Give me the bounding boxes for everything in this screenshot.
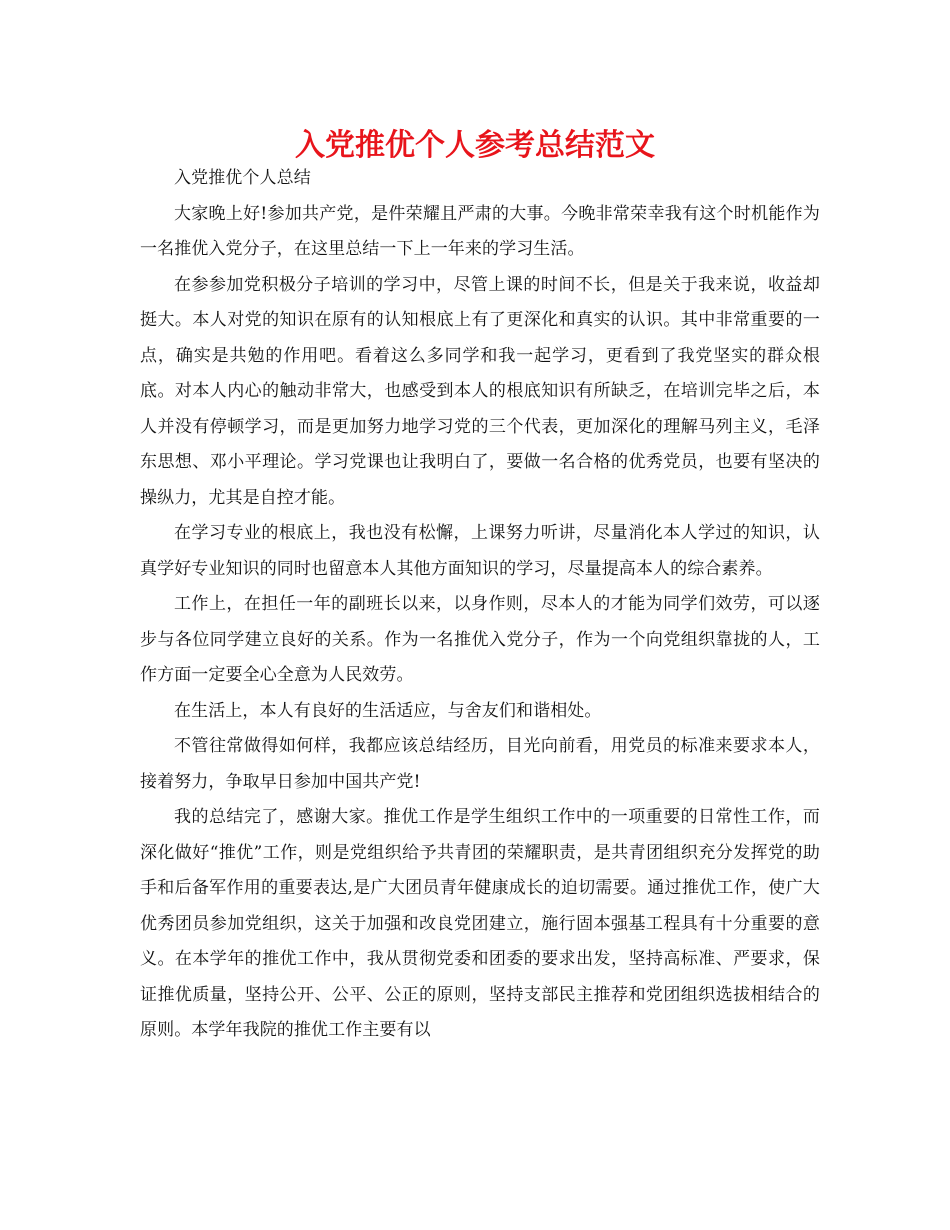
paragraph: 在参参加党积极分子培训的学习中，尽管上课的时间不长，但是关于我来说，收益却挺大。本人对党的知识在原有的认知根底上有了更深化和真实的认识。其中非常重要的一点，确实是共勉的作用吧。看着这么多同学和我一起学习，更看到了我党坚实的群众根底。对本人内心的触动非常大，也感受到本人的根底知识有所缺乏，在培训完毕之后，本人并没有停顿学习，而是更加努力地学习党的三个代表，更加深化的理解马列主义，毛泽东思想、邓小平理论。学习党课也让我明白了，要做一名合格的优秀党员，也要有坚决的操纵力，尤其是自控才能。 [140, 274, 820, 508]
paragraph-subtitle: 入党推优个人总结 [174, 168, 311, 188]
paragraph: 大家晚上好!参加共产党，是件荣耀且严肃的大事。今晚非常荣幸我有这个时机能作为一名推优入党分子，在这里总结一下上一年来的学习生活。 [140, 203, 820, 259]
paragraph: 不管往常做得如何样，我都应该总结经历，目光向前看，用党员的标准来要求本人，接着努力，争取早日参加中国共产党! [140, 736, 820, 792]
paragraph: 工作上，在担任一年的副班长以来，以身作则，尽本人的才能为同学们效劳，可以逐步与各位同学建立良好的关系。作为一名推优入党分子，作为一个向党组织靠拢的人，工作方面一定要全心全意为人民效劳。 [140, 594, 820, 685]
document-body [140, 161, 820, 1049]
document-title: 入党推优个人参考总结范文 [295, 128, 655, 163]
paragraph: 在学习专业的根底上，我也没有松懈，上课努力听讲，尽量消化本人学过的知识，认真学好专业知识的同时也留意本人其他方面知识的学习，尽量提高本人的综合素养。 [140, 523, 820, 579]
paragraph: 在生活上，本人有良好的生活适应，与舍友们和谐相处。 [174, 700, 602, 721]
paragraph: 我的总结完了，感谢大家。推优工作是学生组织工作中的一项重要的日常性工作，而深化做好“推优”工作，则是党组织给予共青团的荣耀职责，是共青团组织充分发挥党的助手和后备军作用的重要表达,是广大团员青年健康成长的迫切需要。通过推优工作，使广大优秀团员参加党组织，这关于加强和改良党团建立，施行固本强基工程具有十分重要的意义。在本学年的推优工作中，我从贯彻党委和团委的要求出发，坚持高标准、严要求，保证推优质量，坚持公开、公平、公正的原则，坚持支部民主推荐和党团组织选拔相结合的原则。本学年我院的推优工作主要有以 [140, 807, 820, 1040]
